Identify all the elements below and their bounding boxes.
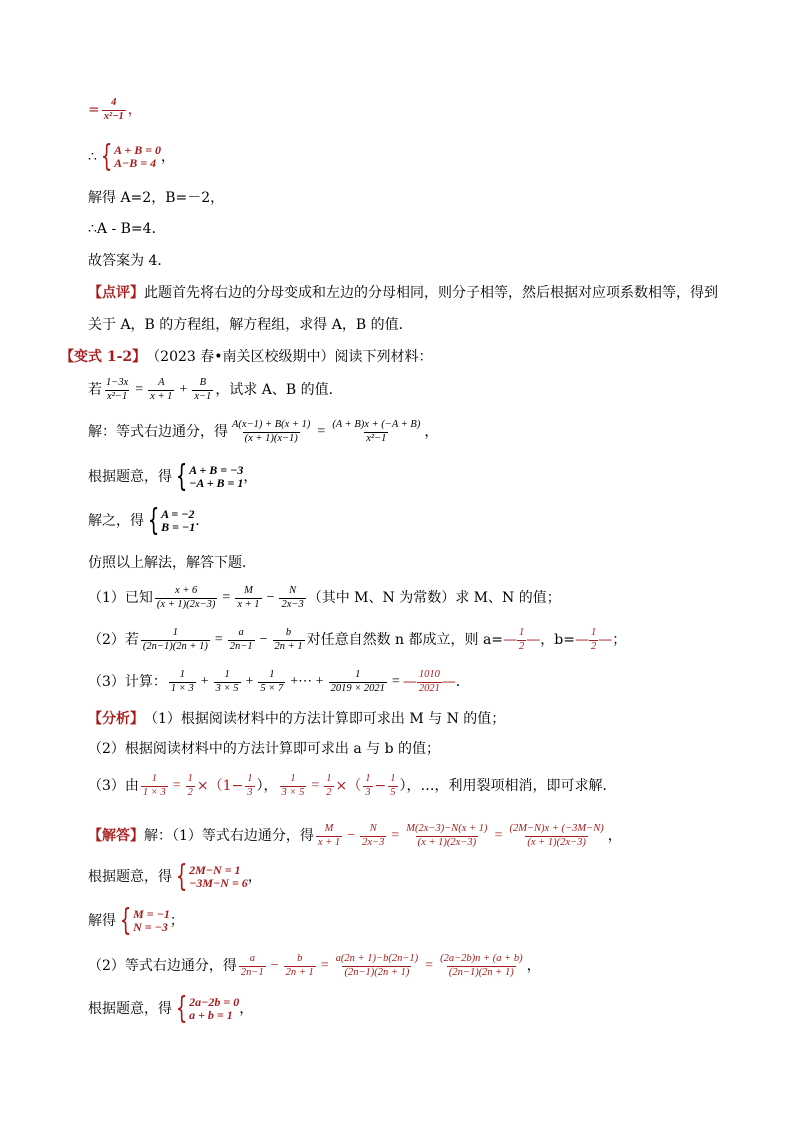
line-result-fraction: = $\frac{4}{\text{x²−1}}$ ， (88, 97, 142, 122)
line-difference: ∴A - B=4． (88, 221, 166, 237)
equals: = (88, 102, 100, 118)
solution-line-3: 解得 { M = −1 N = −3 ； (88, 902, 184, 938)
analysis-tag: 【分析】 (88, 711, 144, 727)
variant-heading: 【变式 1-2】 （2023 春•南关区校级期中）阅读下列材料： (60, 349, 433, 365)
material-line-2: 解：等式右边通分，得 $\frac{A(x-1) + B(x + 1)}{(x + 1)(x-1)}$ = $\frac{(A + B)x + (-A + B)}{\text{x²−1}}$ ， (88, 419, 439, 444)
solution-line-5: 根据题意，得 { 2a−2b = 0 a + b = 1 ， (88, 990, 254, 1026)
analysis-line-3: （3）由 $\frac{1}{1 \times 3}$ = $\frac{1}{2}$ ×（1− $\frac{1}{3}$ ）， $\frac{1}{3 \times 5}$ = $\frac{1}{2}$ ×（ $\frac{1}{3}$ − $\frac{1}{5}$ ），…，利用裂项相消，即可求解． (88, 773, 617, 798)
analysis-line-2: （2）根据阅读材料中的方法计算即可求出 a 与 b 的值； (88, 741, 441, 757)
answer-a: — $\frac{1}{2}$ — (503, 627, 541, 652)
solution-line-4: （2）等式右边通分，得 $\frac{a}{2n-1}$ − $\frac{b}{2n + 1}$ = $\frac{a(2n + 1)-b(2n-1)}{(2n-1)(2n + 1)}$ = $\frac{(2a-2b)n + (a + b)}{(2n-1)(2n + 1)}$ ， (88, 953, 541, 978)
question-3: （3）计算： $\frac{1}{1 \times 3}$ + $\frac{1}{3 \times 5}$ + $\frac{1}{5 \times 7}$ +⋯ + $\frac{1}{2019 \times 2021}$ = — $\frac{1010}{2021}$ — ． (88, 669, 470, 694)
line-therefore-system: ∴ { A + B = 0 A−B = 4 ， (88, 138, 176, 174)
comment-tag: 【点评】 (88, 285, 144, 301)
fraction: $\frac{4}{\text{x²−1}}$ (103, 97, 124, 122)
material-line-1: 若 $\frac{1-3x}{\text{x²−1}}$ = $\frac{A}{x + 1}$ + $\frac{B}{x-1}$ ，试求 A、B 的值． (88, 377, 343, 402)
answer-b: — $\frac{1}{2}$ — (575, 627, 613, 652)
solution-line-1: 【解答】 解：（1）等式右边通分，得 $\frac{M}{x + 1}$ − $\frac{N}{2x-3}$ = $\frac{M(2x-3)-N(x + 1)}{(x + 1)(2x-3)}$ = $\frac{(2M-N)x + (-3M-N)}{(x + 1)(2x-3)}$ ， (88, 823, 622, 848)
comment-line-2: 关于 A，B 的方程组，解方程组，求得 A，B 的值． (88, 317, 413, 333)
solution-line-2: 根据题意，得 { 2M−N = 1 −3M−N = 6 ， (88, 858, 262, 894)
material-line-4: 解之，得 { A = −2 B = −1 ． (88, 502, 210, 538)
material-line-3: 根据题意，得 { A + B = −3 −A + B = 1 ， (88, 458, 258, 494)
line-solve: 解得 A=2，B=－2， (88, 190, 225, 206)
solution-tag: 【解答】 (88, 828, 144, 844)
answer-sum: — $\frac{1010}{2021}$ — (402, 669, 456, 694)
equation-system: { A + B = 0 A−B = 4 (100, 138, 162, 174)
variant-tag: 【变式 1-2】 (60, 349, 147, 365)
question-2: （2）若 $\frac{1}{(2n-1)(2n + 1)}$ = $\frac{a}{2n-1}$ − $\frac{b}{2n + 1}$ 对任意自然数 n 都成立，则 a= — $\frac{1}{2}$ — ，b= — $\frac{1}{2}$ — ； (88, 627, 627, 652)
line-answer: 故答案为 4． (88, 253, 172, 269)
material-line-5: 仿照以上解法，解答下题． (88, 555, 256, 571)
question-1: （1）已知 $\frac{x + 6}{(x + 1)(2x-3)}$ = $\frac{M}{x + 1}$ − $\frac{N}{2x-3}$ （其中 M、N 为常数）求 M、N 的值； (88, 585, 561, 610)
analysis-line-1: 【分析】 （1）根据阅读材料中的方法计算即可求出 M 与 N 的值； (88, 711, 506, 727)
comment-line-1: 【点评】 此题首先将右边的分母变成和左边的分母相同，则分子相等，然后根据对应项系数相等，得到 (88, 285, 718, 301)
